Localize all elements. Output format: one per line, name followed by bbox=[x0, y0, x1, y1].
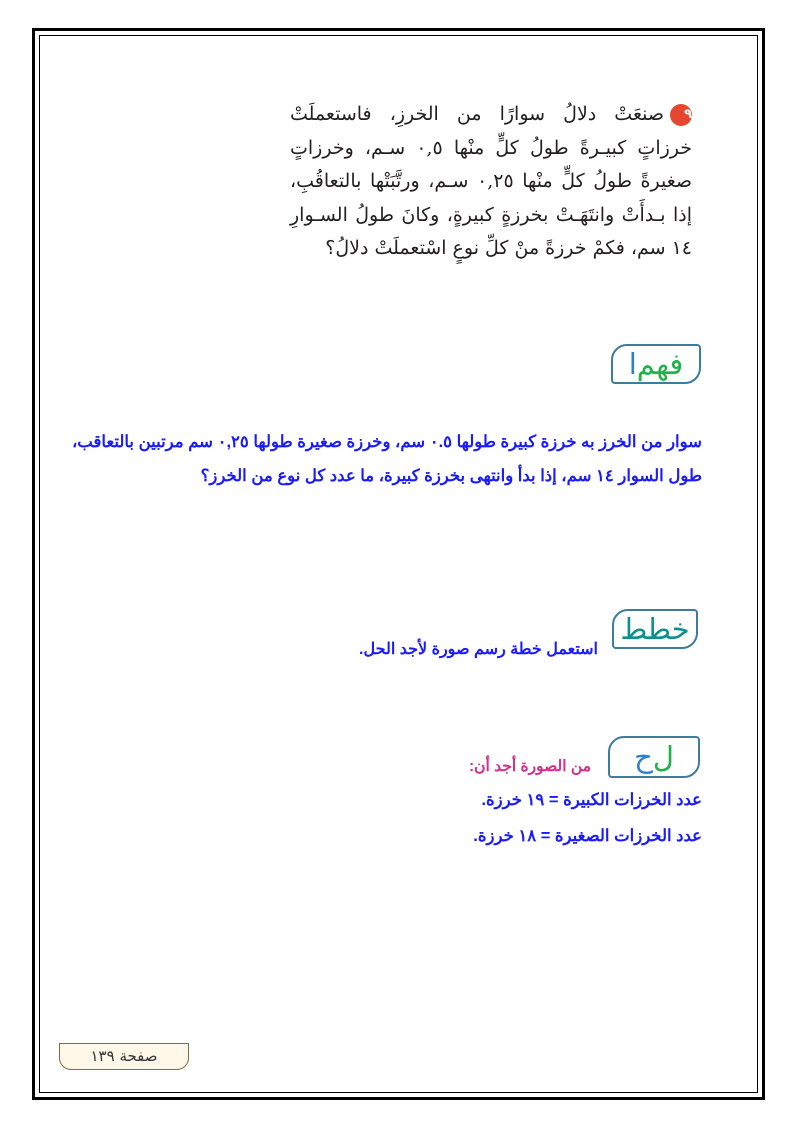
understand-text: سوار من الخرز به خرزة كبيرة طولها ٠.٥ سم، وخرزة صغيرة طولها ٠,٢٥ سم مرتبين بالتعاقب، طول السوار ١٤ سم، إذا بدأ وانتهى بخرزة كبيرة، ما عدد كل نوع من الخرز؟ bbox=[71, 433, 702, 485]
understand-tag-alef: ا bbox=[628, 346, 637, 381]
problem-text: صنعَتْ دلالُ سوارًا من الخرزِ، فاستعملَتْ خرزاتٍ كبيـرةً طولُ كلٍّ منْها ٠,٥ سـم، وخرزاتٍ صغيرةً طولُ كلٍّ منْها ٠,٢٥ سـم، ورتَّبَتْها بالتعاقُبِ، إذا بـدأَتْ وانتَهَـتْ بخرزةٍ كبيرةٍ، وكانَ طولُ السـوارِ ١٤ سم، فكمْ خرزةً منْ كلِّ نوعٍ اسْتعملَتْ دلالُ؟ bbox=[290, 103, 693, 259]
problem-statement bbox=[290, 98, 692, 266]
solve-tag bbox=[608, 736, 700, 778]
plan-tag-label: خطط bbox=[620, 611, 690, 646]
solve-tag-ha: ح bbox=[634, 739, 653, 774]
plan-text: استعمل خطة رسم صورة لأجد الحل. bbox=[359, 641, 598, 658]
solve-result-large-beads: عدد الخرزات الكبيرة = ١٩ خرزة. bbox=[481, 791, 702, 809]
page-number-label: صفحة ١٣٩ bbox=[59, 1043, 189, 1070]
solve-tag-lam: ل bbox=[652, 739, 674, 774]
understand-tag-rest: فهم bbox=[636, 346, 684, 381]
solve-intro: من الصورة أجد أن: bbox=[469, 758, 591, 775]
plan-tag bbox=[612, 609, 698, 649]
solve-result-small-beads: عدد الخرزات الصغيرة = ١٨ خرزة. bbox=[473, 827, 702, 845]
question-number-badge: ٩ bbox=[670, 104, 692, 126]
understand-tag bbox=[611, 344, 701, 384]
